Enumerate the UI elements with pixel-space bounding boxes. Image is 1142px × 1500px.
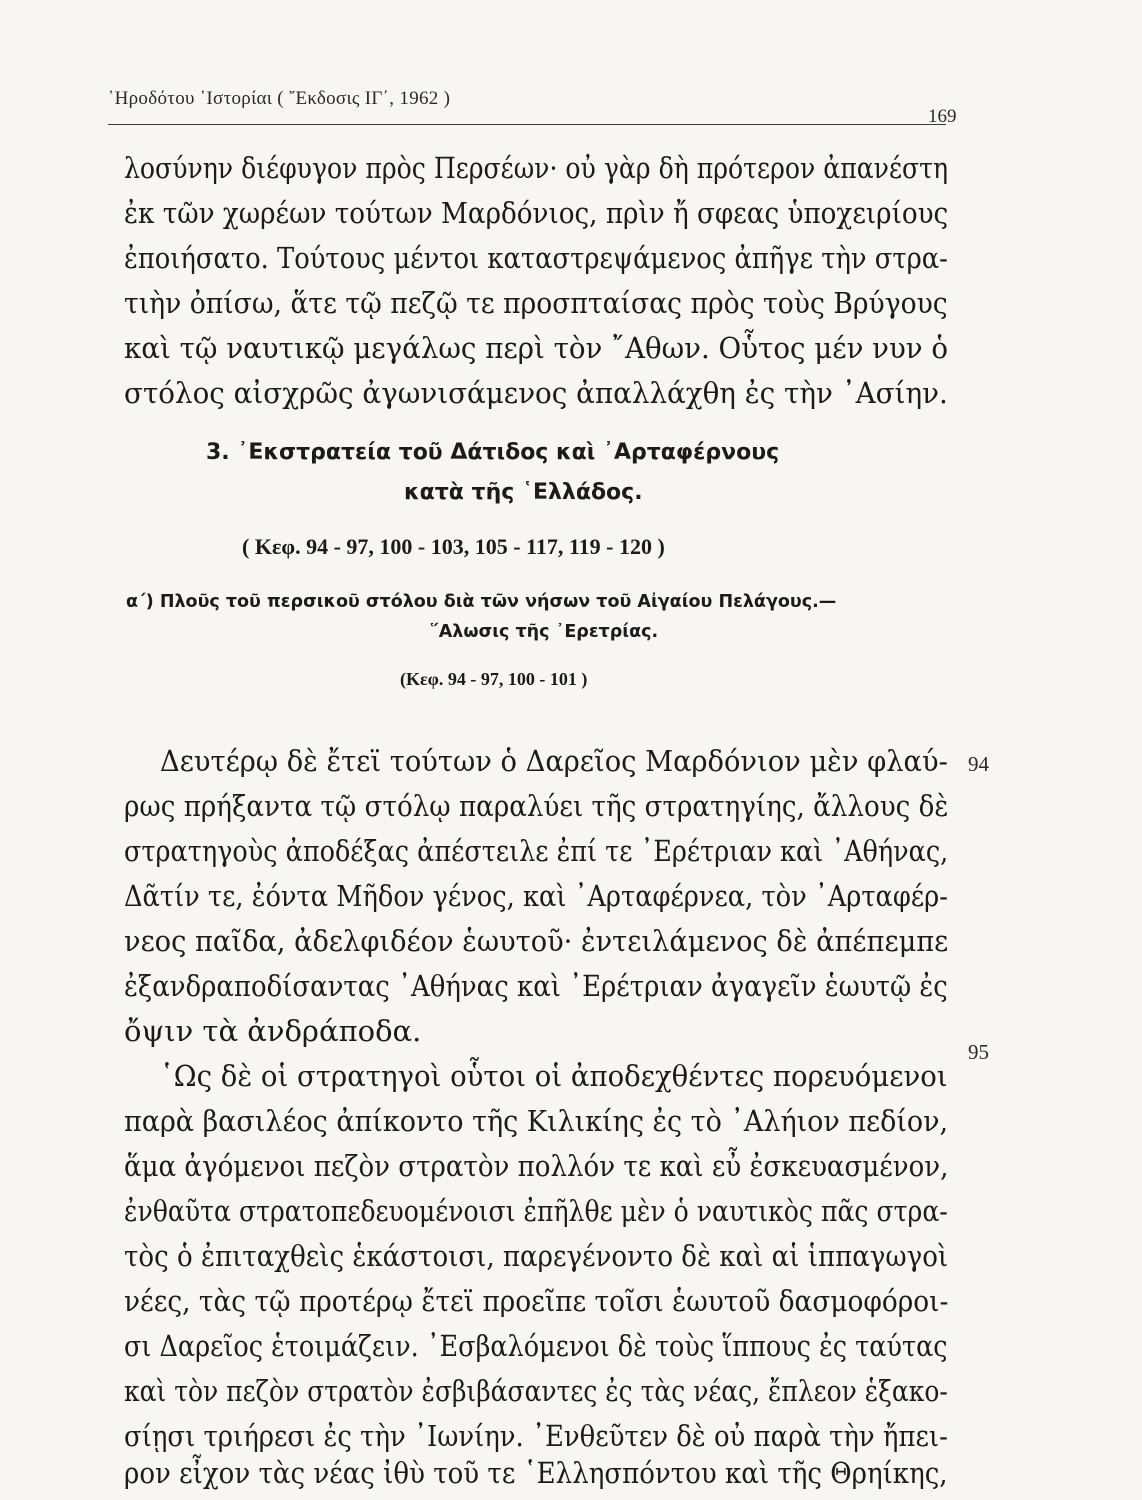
body-line: σίῃσι τριήρεσι ἐς τὴν ᾿Ιωνίην. ᾿Ενθεῦτεν δὲ οὐ παρὰ τὴν ἤπει- [124,1419,948,1453]
subsection-chapters: (Κεφ. 94 - 97, 100 - 101 ) [400,669,588,689]
body-line: νέες, τὰς τῷ προτέρῳ ἔτεϊ προεῖπε τοῖσι ἑωυτοῦ δασμοφόροι- [124,1284,949,1318]
body-line: ἅμα ἀγόμενοι πεζὸν στρατὸν πολλόν τε καὶ εὖ ἐσκευασμένον, [124,1149,949,1183]
body-line: λοσύνην διέφυγον πρὸς Περσέων· οὐ γὰρ δὴ πρότερον ἀπανέστη [124,151,949,185]
body-line: ὄψιν τὰ ἀνδράποδα. [124,1014,422,1048]
body-line: Δᾶτίν τε, ἐόντα Μῆδον γένος, καὶ ᾿Αρταφέρνεα, τὸν ᾿Αρταφέρ- [124,879,948,913]
header-rule [108,124,946,125]
subsection-title-line2: ῞Αλωσις τῆς ᾿Ερετρίας. [430,622,659,642]
body-line: ἐνθαῦτα στρατοπεδευομένοισι ἐπῆλθε μὲν ὁ ναυτικὸς πᾶς στρα- [124,1194,948,1228]
subsection-title-line1: α΄) Πλοῦς τοῦ περσικοῦ στόλου διὰ τῶν νήσων τοῦ Αἰγαίου Πελάγους.— [126,592,837,612]
body-line: τιὴν ὀπίσω, ἅτε τῷ πεζῷ τε προσπταίσας πρὸς τοὺς Βρύγους [124,286,948,320]
body-line: στρατηγοὺς ἀποδέξας ἀπέστειλε ἐπί τε ᾿Ερέτριαν καὶ ᾿Αθήνας, [124,834,949,868]
chapter-number-95: 95 [968,1040,989,1064]
running-head: ῾Ηροδότου ῾Ιστορίαι ( ῎Εκδοσις ΙΓ΄, 1962 ) [108,88,451,109]
body-line: παρὰ βασιλέος ἀπίκοντο τῆς Κιλικίης ἐς τὸ ᾿Αλήιον πεδίον, [124,1104,949,1138]
body-line: τὸς ὁ ἐπιταχθεὶς ἑκάστοισι, παρεγένοντο δὲ καὶ αἱ ἱππαγωγοὶ [124,1239,949,1273]
body-line: ἐκ τῶν χωρέων τούτων Μαρδόνιος, πρὶν ἤ σφεας ὑποχειρίους [124,196,949,230]
body-line: καὶ τὸν πεζὸν στρατὸν ἐσβιβάσαντες ἐς τὰς νέας, ἔπλεον ἑξακο- [124,1374,948,1408]
body-line: νεος παῖδα, ἀδελφιδέον ἑωυτοῦ· ἐντειλάμενος δὲ ἀπέπεμπε [124,924,949,958]
body-line: σι Δαρεῖος ἑτοιμάζειν. ᾿Εσβαλόμενοι δὲ τοὺς ἵππους ἐς ταύτας [124,1329,948,1363]
chapter-number-94: 94 [968,752,989,776]
body-line: ἐξανδραποδίσαντας ᾿Αθήνας καὶ ᾿Ερέτριαν ἀγαγεῖν ἑωυτῷ ἐς [124,969,948,1003]
body-line: ἐποιήσατο. Τούτους μέντοι καταστρεψάμενος ἀπῆγε τὴν στρα- [124,241,948,275]
body-line: Δευτέρῳ δὲ ἔτεϊ τούτων ὁ Δαρεῖος Μαρδόνιον μὲν φλαύ- [160,744,948,778]
section-chapters: ( Κεφ. 94 - 97, 100 - 103, 105 - 117, 119 - 120 ) [242,534,665,559]
body-line: ῾Ως δὲ οἱ στρατηγοὶ οὗτοι οἱ ἀποδεχθέντες πορευόμενοι [160,1059,948,1093]
section-title-line1: 3. ᾿Εκστρατεία τοῦ Δάτιδος καὶ ᾿Αρταφέρνους [206,440,780,465]
section-title-line2: κατὰ τῆς ῾Ελλάδος. [404,480,643,505]
body-line: στόλος αἰσχρῶς ἀγωνισάμενος ἀπαλλάχθη ἐς τὴν ᾿Ασίην. [124,376,948,410]
page-number: 169 [928,106,957,127]
body-line: καὶ τῷ ναυτικῷ μεγάλως περὶ τὸν ῎Αθων. Οὗτος μέν νυν ὁ [124,331,949,365]
body-line: ρως πρήξαντα τῷ στόλῳ παραλύει τῆς στρατηγίης, ἄλλους δὲ [124,789,949,823]
body-line: ρον εἶχον τὰς νέας ἰθὺ τοῦ τε ῾Ελλησπόντου καὶ τῆς Θρηίκης, [124,1456,948,1490]
